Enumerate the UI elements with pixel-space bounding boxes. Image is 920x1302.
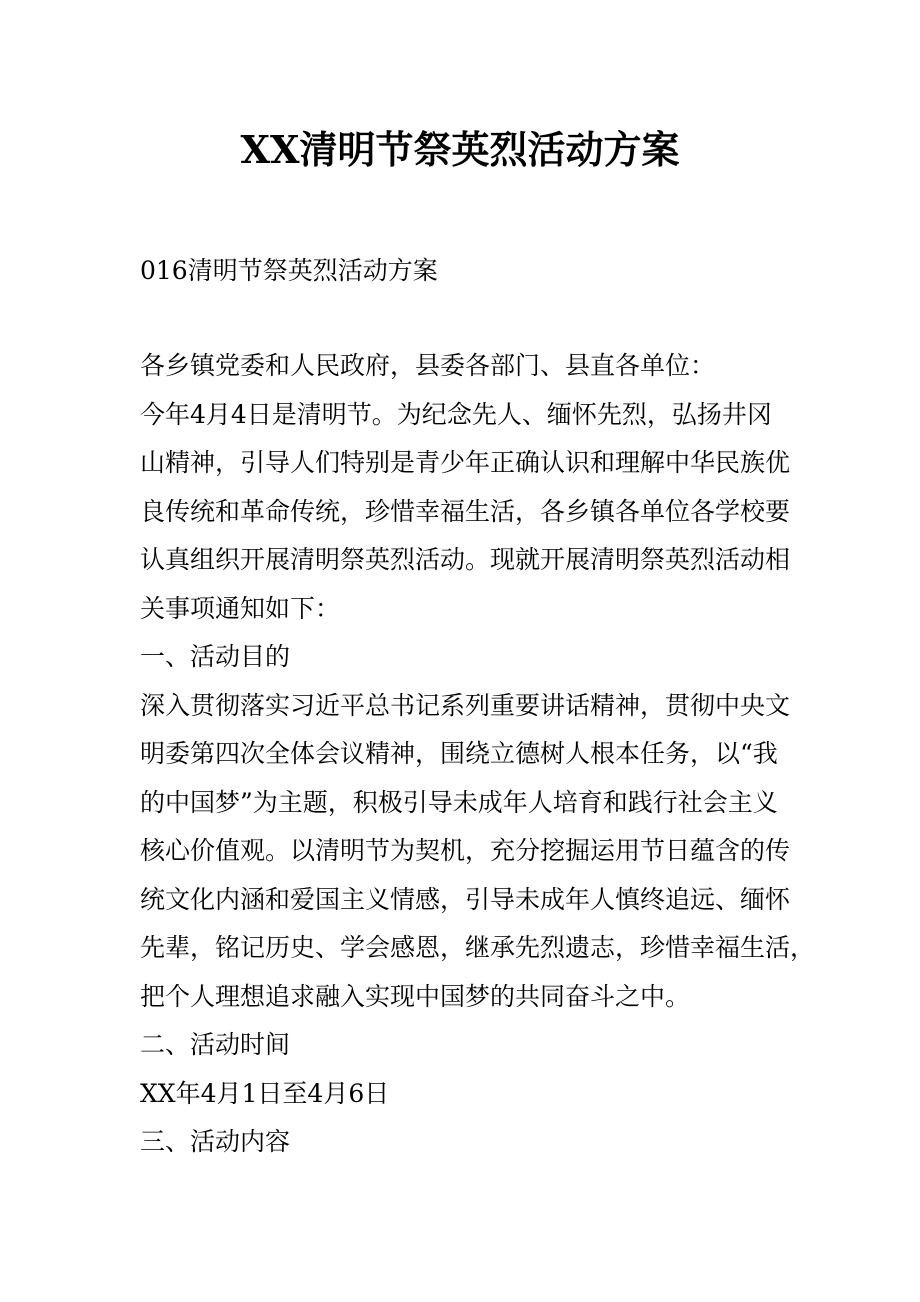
body-line: 山精神，引导人们特别是青少年正确认识和理解中华民族优 — [140, 448, 791, 477]
document-subtitle: 016清明节祭英烈活动方案 — [140, 256, 438, 285]
section-heading-purpose: 一、活动目的 — [140, 642, 291, 671]
body-line-salutation: 各乡镇党委和人民政府，县委各部门、县直各单位： — [140, 351, 716, 380]
body-line: 统文化内涵和爱国主义情感，引导未成年人慎终追远、缅怀 — [140, 884, 791, 914]
body-line: 核心价值观。以清明节为契机，充分挖掘运用节日蕴含的传 — [140, 836, 791, 865]
body-line: 先辈，铭记历史、学会感恩，继承先烈遗志，珍惜幸福生活， — [140, 933, 816, 962]
section-heading-content: 三、活动内容 — [140, 1127, 291, 1156]
body-line: 今年4月4日是清明节。为纪念先人、缅怀先烈，弘扬井冈 — [140, 399, 772, 429]
body-line: 明委第四次全体会议精神，围绕立德树人根本任务，以“我 — [140, 739, 778, 768]
body-line: 关事项通知如下： — [140, 593, 341, 623]
activity-date-range: XX年4月1日至4月6日 — [140, 1078, 390, 1108]
section-heading-time: 二、活动时间 — [140, 1030, 291, 1059]
body-line: 深入贯彻落实习近平总书记系列重要讲话精神，贯彻中央文 — [140, 690, 791, 720]
body-line: 的中国梦”为主题，积极引导未成年人培育和践行社会主义 — [140, 787, 778, 817]
document-body — [140, 342, 816, 1167]
body-line: 把个人理想追求融入实现中国梦的共同奋斗之中。 — [140, 981, 691, 1011]
body-line: 良传统和革命传统，珍惜幸福生活，各乡镇各单位各学校要 — [140, 496, 791, 526]
document-title: XX清明节祭英烈活动方案 — [240, 127, 680, 172]
body-line: 认真组织开展清明祭英烈活动。现就开展清明祭英烈活动相 — [140, 545, 791, 574]
